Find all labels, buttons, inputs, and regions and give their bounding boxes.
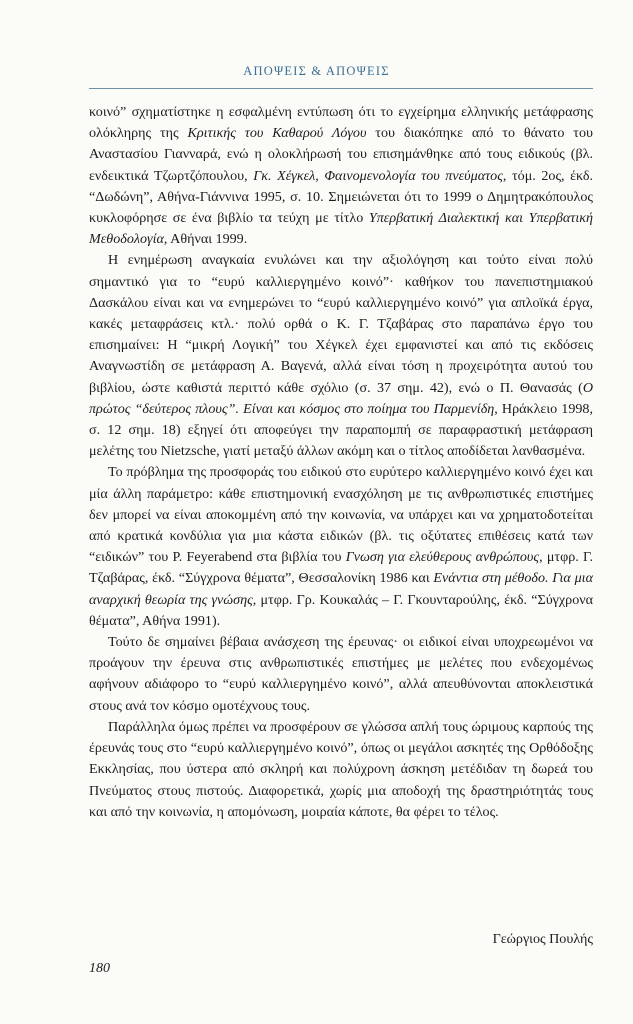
author-signature: Γεώργιος Πουλής	[492, 931, 593, 947]
paragraph	[89, 462, 593, 632]
text-segment: , μτφρ. Γ. Τζαβάρας, έκδ. “Σύγχρονα θέματα”, Θεσσαλονίκη 1986 και	[89, 549, 593, 587]
header-rule	[89, 88, 593, 89]
italic-title: Γνωση για ελεύθερους ανθρώπους	[345, 549, 540, 566]
text-segment: Το πρόβλημα της προσφοράς του ειδικού στο ευρύτερο καλλιεργημένο κοινό έχει και μία άλλη παράμετρο: κάθε επιστημονική ενασχόληση με τις ανθρωπιστικές επιστήμες δεν μπορεί να είναι αποκομμένη από την κοινωνία, να υπάρχει και να χρηματοδοτείται από κρατικά κονδύλια για μια κάστα ειδικών (βλ. τις οξύτατες επιθέσεις κατά των “ειδικών” του P. Feyerabend στα βιβλία του	[89, 464, 593, 566]
text-segment: , τόμ. 2ος, έκδ. “Δωδώνη”, Αθήνα-Γιάννινα 1995, σ. 10. Σημειώνεται ότι το 1999 ο Δημητρακόπουλος κυκλοφόρησε σε ένα βιβλίο τα τεύχη με τίτλο	[89, 167, 593, 227]
text-segment: Τούτο δε σημαίνει βέβαια ανάσχεση της έρευνας· οι ειδικοί είναι υποχρεωμένοι να προάγουν την έρευνα στις ανθρωπιστικές επιστήμες με μελέτες που ενδεχομένως αφήνουν αδιάφορο το “ευρύ καλλιεργημένο κοινό”, αλλά απευθύνονται αποκλειστικά στους ανά τον κόσμο ομοτέχνους τους.	[89, 634, 593, 714]
paragraph	[89, 102, 593, 250]
running-title: ΑΠΟΨΕΙΣ & ΑΠΟΨΕΙΣ	[243, 64, 390, 78]
italic-title: Κριτικής του Καθαρού Λόγου	[187, 125, 367, 142]
italic-title: Ο πρώτος “δεύτερος πλους”. Είναι και κόσμος στο ποίημα του Παρμενίδη	[89, 379, 593, 417]
text-segment: , Αθήναι 1999.	[163, 231, 248, 248]
paragraph	[89, 250, 593, 462]
text-segment: Η ενημέρωση αναγκαία ενυλώνει και την αξιολόγηση και τούτο είναι πολύ σημαντικό για το “ευρύ καλλιεργημένο κοινό”· καθήκον του πανεπιστημιακού Δασκάλου είναι και να ενημερώνει το “ευρύ καλλιεργημένο κοινό” για απλοϊκά έργα, κακές μεταφράσεις κτλ.· πολύ ορθά ο Κ. Γ. Τζαβάρας στο παραπάνω έργο του επισημαίνει: Η “μικρή Λογική” του Χέγκελ έχει εμφανιστεί και από τις εκδόσεις Αναγνωστίδη σε μετάφραση Α. Βαγενά, αλλά είναι τόση η προχειρότητα αυτού του βιβλίου, ώστε καθιστά περιττό κάθε σχόλιο (σ. 37 σημ. 42), ενώ ο Π. Θανασάς (	[89, 252, 593, 396]
paragraph	[89, 717, 593, 823]
italic-title: Υπερβατική Διαλεκτική και Υπερβατική Μεθοδολογία	[89, 210, 593, 248]
paragraph	[89, 632, 593, 717]
italic-title: Γκ. Χέγκελ, Φαινομενολογία του πνεύματος	[253, 167, 503, 184]
article-body	[89, 102, 593, 823]
page-number: 180	[89, 961, 110, 976]
text-segment: κοινό” σχηματίστηκε η εσφαλμένη εντύπωση ότι το εγχείρημα ελληνικής μετάφρασης ολόκληρης της	[89, 104, 593, 142]
text-segment: , Ηράκλειο 1998, σ. 12 σημ. 18) εξηγεί ότι αποφεύγει την παραπομπή σε παραφραστική μετάφραση μελέτης του Nietzsche, γιατί μεταξύ άλλων ακόμη και ο τίτλος αποδίδεται λανθασμένα.	[89, 400, 593, 460]
text-segment: Παράλληλα όμως πρέπει να προσφέρουν σε γλώσσα απλή τους ώριμους καρπούς της έρευνάς τους στο “ευρύ καλλιεργημένο κοινό”, όπως οι μεγάλοι ασκητές της Ορθόδοξης Εκκλησίας, που ύστερα από σκληρή και πολύχρονη άσκηση μετέδιδαν τη δωρεά του Πνεύματος στους πιστούς. Διαφορετικά, χωρίς μια αποδοχή της δραστηριότητάς τους και από την κοινωνία, η απομόνωση, μοιραία κάποτε, θα φέρει το τέλος.	[89, 718, 593, 820]
text-segment: , μτφρ. Γρ. Κουκαλάς – Γ. Γκουνταρούλης, έκδ. “Σύγχρονα θέματα”, Αθήνα 1991).	[89, 591, 593, 629]
text-segment: του διακόπηκε από το θάνατο του Αναστασίου Γιανναρά, ενώ η ολοκλήρωσή του επισημάνθηκε από τους ειδικούς (βλ. ενδεικτικά Τζωρτζόπουλου,	[89, 125, 593, 184]
italic-title: Ενάντια στη μέθοδο. Για μια αναρχική θεωρία της γνώσης	[89, 570, 593, 608]
